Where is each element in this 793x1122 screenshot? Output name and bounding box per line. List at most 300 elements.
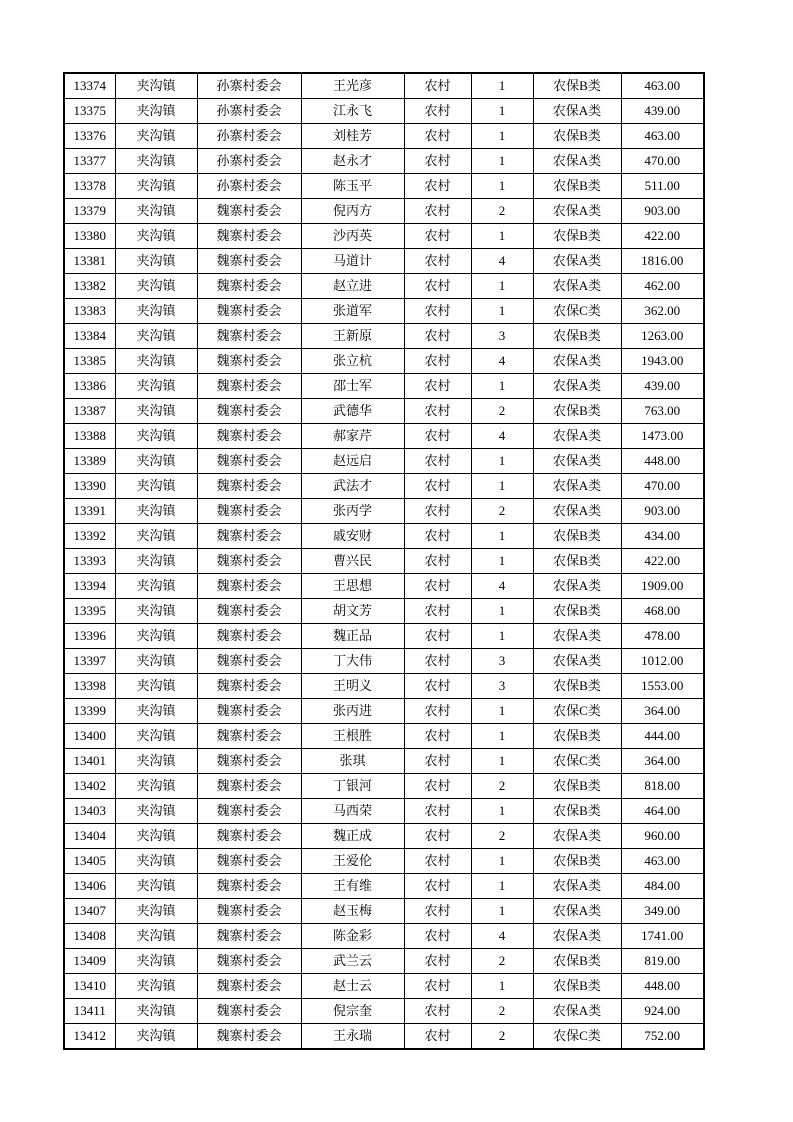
cell-insurance-category: 农保A类 xyxy=(533,424,621,449)
cell-person-name: 张立杭 xyxy=(301,349,404,374)
cell-amount: 903.00 xyxy=(621,499,704,524)
cell-person-name: 郝家芹 xyxy=(301,424,404,449)
cell-record-id: 13392 xyxy=(64,524,115,549)
cell-insurance-category: 农保B类 xyxy=(533,549,621,574)
cell-residence-type: 农村 xyxy=(404,524,471,549)
cell-record-id: 13396 xyxy=(64,624,115,649)
cell-insurance-category: 农保A类 xyxy=(533,499,621,524)
cell-record-id: 13406 xyxy=(64,874,115,899)
cell-village-committee: 魏寨村委会 xyxy=(197,549,301,574)
table-row xyxy=(64,324,704,349)
cell-insurance-category: 农保B类 xyxy=(533,324,621,349)
table-row xyxy=(64,73,704,99)
table-row xyxy=(64,624,704,649)
cell-village-committee: 魏寨村委会 xyxy=(197,949,301,974)
cell-insurance-category: 农保A类 xyxy=(533,824,621,849)
cell-town: 夹沟镇 xyxy=(115,874,197,899)
cell-record-id: 13398 xyxy=(64,674,115,699)
cell-village-committee: 魏寨村委会 xyxy=(197,874,301,899)
cell-record-id: 13407 xyxy=(64,899,115,924)
cell-person-name: 曹兴民 xyxy=(301,549,404,574)
cell-village-committee: 魏寨村委会 xyxy=(197,399,301,424)
cell-residence-type: 农村 xyxy=(404,649,471,674)
cell-residence-type: 农村 xyxy=(404,73,471,99)
cell-town: 夹沟镇 xyxy=(115,799,197,824)
cell-town: 夹沟镇 xyxy=(115,224,197,249)
cell-person-name: 武德华 xyxy=(301,399,404,424)
cell-village-committee: 孙寨村委会 xyxy=(197,99,301,124)
cell-residence-type: 农村 xyxy=(404,674,471,699)
cell-village-committee: 魏寨村委会 xyxy=(197,924,301,949)
table-row xyxy=(64,749,704,774)
cell-person-count: 1 xyxy=(471,73,533,99)
cell-record-id: 13380 xyxy=(64,224,115,249)
cell-record-id: 13409 xyxy=(64,949,115,974)
cell-person-count: 1 xyxy=(471,699,533,724)
cell-residence-type: 农村 xyxy=(404,249,471,274)
cell-residence-type: 农村 xyxy=(404,974,471,999)
cell-person-name: 王永瑞 xyxy=(301,1024,404,1050)
cell-record-id: 13404 xyxy=(64,824,115,849)
cell-person-count: 1 xyxy=(471,449,533,474)
cell-residence-type: 农村 xyxy=(404,624,471,649)
cell-village-committee: 魏寨村委会 xyxy=(197,274,301,299)
cell-village-committee: 魏寨村委会 xyxy=(197,299,301,324)
cell-record-id: 13375 xyxy=(64,99,115,124)
cell-village-committee: 魏寨村委会 xyxy=(197,599,301,624)
cell-town: 夹沟镇 xyxy=(115,199,197,224)
table-row xyxy=(64,474,704,499)
cell-person-count: 1 xyxy=(471,724,533,749)
cell-person-name: 魏正成 xyxy=(301,824,404,849)
cell-record-id: 13393 xyxy=(64,549,115,574)
cell-person-count: 2 xyxy=(471,999,533,1024)
cell-village-committee: 魏寨村委会 xyxy=(197,999,301,1024)
cell-insurance-category: 农保A类 xyxy=(533,924,621,949)
cell-village-committee: 魏寨村委会 xyxy=(197,899,301,924)
table-row xyxy=(64,549,704,574)
cell-village-committee: 魏寨村委会 xyxy=(197,799,301,824)
cell-person-name: 赵士云 xyxy=(301,974,404,999)
cell-amount: 478.00 xyxy=(621,624,704,649)
cell-insurance-category: 农保A类 xyxy=(533,149,621,174)
cell-person-name: 王爱伦 xyxy=(301,849,404,874)
cell-town: 夹沟镇 xyxy=(115,349,197,374)
cell-residence-type: 农村 xyxy=(404,299,471,324)
cell-record-id: 13390 xyxy=(64,474,115,499)
cell-record-id: 13386 xyxy=(64,374,115,399)
cell-village-committee: 魏寨村委会 xyxy=(197,199,301,224)
table-row xyxy=(64,799,704,824)
table-row xyxy=(64,849,704,874)
cell-amount: 464.00 xyxy=(621,799,704,824)
cell-person-count: 2 xyxy=(471,1024,533,1050)
table-row xyxy=(64,974,704,999)
cell-insurance-category: 农保A类 xyxy=(533,99,621,124)
cell-town: 夹沟镇 xyxy=(115,574,197,599)
cell-village-committee: 魏寨村委会 xyxy=(197,349,301,374)
table-row xyxy=(64,774,704,799)
table-row xyxy=(64,724,704,749)
cell-town: 夹沟镇 xyxy=(115,624,197,649)
cell-amount: 1741.00 xyxy=(621,924,704,949)
cell-insurance-category: 农保B类 xyxy=(533,599,621,624)
cell-insurance-category: 农保C类 xyxy=(533,1024,621,1050)
cell-person-count: 1 xyxy=(471,174,533,199)
table-row xyxy=(64,99,704,124)
cell-insurance-category: 农保B类 xyxy=(533,799,621,824)
cell-town: 夹沟镇 xyxy=(115,1024,197,1050)
cell-person-count: 2 xyxy=(471,199,533,224)
cell-village-committee: 魏寨村委会 xyxy=(197,524,301,549)
cell-village-committee: 魏寨村委会 xyxy=(197,424,301,449)
cell-village-committee: 孙寨村委会 xyxy=(197,73,301,99)
cell-town: 夹沟镇 xyxy=(115,949,197,974)
cell-amount: 362.00 xyxy=(621,299,704,324)
cell-person-count: 4 xyxy=(471,349,533,374)
cell-village-committee: 魏寨村委会 xyxy=(197,324,301,349)
table-row xyxy=(64,1024,704,1050)
cell-record-id: 13410 xyxy=(64,974,115,999)
cell-residence-type: 农村 xyxy=(404,424,471,449)
table-row xyxy=(64,949,704,974)
cell-amount: 364.00 xyxy=(621,749,704,774)
cell-town: 夹沟镇 xyxy=(115,374,197,399)
table-row xyxy=(64,399,704,424)
cell-amount: 422.00 xyxy=(621,224,704,249)
cell-amount: 468.00 xyxy=(621,599,704,624)
cell-town: 夹沟镇 xyxy=(115,499,197,524)
cell-amount: 484.00 xyxy=(621,874,704,899)
cell-person-name: 王思想 xyxy=(301,574,404,599)
cell-village-committee: 魏寨村委会 xyxy=(197,649,301,674)
cell-town: 夹沟镇 xyxy=(115,299,197,324)
cell-town: 夹沟镇 xyxy=(115,324,197,349)
cell-residence-type: 农村 xyxy=(404,124,471,149)
cell-residence-type: 农村 xyxy=(404,99,471,124)
cell-town: 夹沟镇 xyxy=(115,174,197,199)
cell-residence-type: 农村 xyxy=(404,849,471,874)
records-table-body xyxy=(64,73,704,1049)
cell-person-count: 4 xyxy=(471,924,533,949)
cell-record-id: 13379 xyxy=(64,199,115,224)
cell-amount: 448.00 xyxy=(621,449,704,474)
cell-record-id: 13397 xyxy=(64,649,115,674)
cell-person-count: 2 xyxy=(471,824,533,849)
cell-person-count: 1 xyxy=(471,299,533,324)
cell-insurance-category: 农保A类 xyxy=(533,474,621,499)
cell-insurance-category: 农保A类 xyxy=(533,249,621,274)
cell-town: 夹沟镇 xyxy=(115,149,197,174)
cell-person-count: 4 xyxy=(471,249,533,274)
cell-insurance-category: 农保A类 xyxy=(533,274,621,299)
cell-person-name: 刘桂芳 xyxy=(301,124,404,149)
cell-record-id: 13378 xyxy=(64,174,115,199)
cell-amount: 463.00 xyxy=(621,849,704,874)
cell-residence-type: 农村 xyxy=(404,149,471,174)
cell-record-id: 13387 xyxy=(64,399,115,424)
cell-amount: 1909.00 xyxy=(621,574,704,599)
cell-person-count: 1 xyxy=(471,974,533,999)
cell-village-committee: 魏寨村委会 xyxy=(197,674,301,699)
cell-village-committee: 魏寨村委会 xyxy=(197,574,301,599)
cell-person-count: 1 xyxy=(471,874,533,899)
cell-amount: 924.00 xyxy=(621,999,704,1024)
cell-residence-type: 农村 xyxy=(404,699,471,724)
cell-person-count: 1 xyxy=(471,599,533,624)
cell-amount: 1553.00 xyxy=(621,674,704,699)
cell-village-committee: 魏寨村委会 xyxy=(197,249,301,274)
table-row xyxy=(64,999,704,1024)
cell-residence-type: 农村 xyxy=(404,449,471,474)
cell-person-count: 1 xyxy=(471,224,533,249)
cell-record-id: 13395 xyxy=(64,599,115,624)
cell-village-committee: 魏寨村委会 xyxy=(197,824,301,849)
cell-residence-type: 农村 xyxy=(404,474,471,499)
cell-village-committee: 魏寨村委会 xyxy=(197,624,301,649)
cell-record-id: 13383 xyxy=(64,299,115,324)
cell-village-committee: 魏寨村委会 xyxy=(197,699,301,724)
cell-insurance-category: 农保A类 xyxy=(533,574,621,599)
table-row xyxy=(64,374,704,399)
cell-amount: 752.00 xyxy=(621,1024,704,1050)
cell-insurance-category: 农保A类 xyxy=(533,199,621,224)
table-row xyxy=(64,199,704,224)
cell-town: 夹沟镇 xyxy=(115,99,197,124)
cell-residence-type: 农村 xyxy=(404,274,471,299)
cell-person-name: 陈玉平 xyxy=(301,174,404,199)
cell-residence-type: 农村 xyxy=(404,949,471,974)
cell-amount: 434.00 xyxy=(621,524,704,549)
cell-insurance-category: 农保B类 xyxy=(533,949,621,974)
table-row xyxy=(64,424,704,449)
table-row xyxy=(64,149,704,174)
cell-record-id: 13394 xyxy=(64,574,115,599)
cell-residence-type: 农村 xyxy=(404,999,471,1024)
table-row xyxy=(64,174,704,199)
cell-person-name: 张丙进 xyxy=(301,699,404,724)
cell-residence-type: 农村 xyxy=(404,499,471,524)
cell-person-name: 丁大伟 xyxy=(301,649,404,674)
cell-town: 夹沟镇 xyxy=(115,674,197,699)
cell-insurance-category: 农保A类 xyxy=(533,449,621,474)
cell-amount: 444.00 xyxy=(621,724,704,749)
cell-person-count: 2 xyxy=(471,774,533,799)
table-row xyxy=(64,699,704,724)
cell-person-count: 1 xyxy=(471,749,533,774)
cell-town: 夹沟镇 xyxy=(115,924,197,949)
cell-record-id: 13399 xyxy=(64,699,115,724)
cell-amount: 960.00 xyxy=(621,824,704,849)
cell-person-name: 马西荣 xyxy=(301,799,404,824)
cell-record-id: 13412 xyxy=(64,1024,115,1050)
cell-insurance-category: 农保B类 xyxy=(533,724,621,749)
cell-residence-type: 农村 xyxy=(404,799,471,824)
cell-person-name: 张道军 xyxy=(301,299,404,324)
cell-insurance-category: 农保A类 xyxy=(533,374,621,399)
cell-amount: 1943.00 xyxy=(621,349,704,374)
cell-record-id: 13374 xyxy=(64,73,115,99)
cell-village-committee: 魏寨村委会 xyxy=(197,849,301,874)
cell-person-name: 张琪 xyxy=(301,749,404,774)
cell-town: 夹沟镇 xyxy=(115,999,197,1024)
cell-town: 夹沟镇 xyxy=(115,599,197,624)
cell-residence-type: 农村 xyxy=(404,599,471,624)
cell-person-name: 赵永才 xyxy=(301,149,404,174)
cell-record-id: 13408 xyxy=(64,924,115,949)
cell-person-count: 1 xyxy=(471,549,533,574)
cell-amount: 439.00 xyxy=(621,374,704,399)
cell-insurance-category: 农保C类 xyxy=(533,749,621,774)
cell-insurance-category: 农保A类 xyxy=(533,649,621,674)
cell-record-id: 13411 xyxy=(64,999,115,1024)
cell-village-committee: 魏寨村委会 xyxy=(197,774,301,799)
cell-town: 夹沟镇 xyxy=(115,474,197,499)
cell-village-committee: 魏寨村委会 xyxy=(197,474,301,499)
cell-person-count: 2 xyxy=(471,399,533,424)
cell-amount: 463.00 xyxy=(621,73,704,99)
cell-person-name: 赵玉梅 xyxy=(301,899,404,924)
cell-insurance-category: 农保A类 xyxy=(533,899,621,924)
cell-village-committee: 魏寨村委会 xyxy=(197,224,301,249)
cell-person-count: 1 xyxy=(471,374,533,399)
cell-village-committee: 魏寨村委会 xyxy=(197,374,301,399)
table-row xyxy=(64,224,704,249)
table-row xyxy=(64,649,704,674)
cell-insurance-category: 农保B类 xyxy=(533,124,621,149)
cell-insurance-category: 农保A类 xyxy=(533,624,621,649)
cell-residence-type: 农村 xyxy=(404,399,471,424)
cell-record-id: 13376 xyxy=(64,124,115,149)
cell-person-name: 江永飞 xyxy=(301,99,404,124)
cell-person-name: 沙丙英 xyxy=(301,224,404,249)
cell-person-name: 戚安财 xyxy=(301,524,404,549)
cell-residence-type: 农村 xyxy=(404,199,471,224)
cell-village-committee: 魏寨村委会 xyxy=(197,449,301,474)
cell-insurance-category: 农保A类 xyxy=(533,874,621,899)
table-row xyxy=(64,249,704,274)
cell-town: 夹沟镇 xyxy=(115,849,197,874)
table-row xyxy=(64,674,704,699)
cell-village-committee: 魏寨村委会 xyxy=(197,724,301,749)
table-row xyxy=(64,899,704,924)
cell-insurance-category: 农保B类 xyxy=(533,849,621,874)
cell-person-count: 3 xyxy=(471,674,533,699)
cell-town: 夹沟镇 xyxy=(115,449,197,474)
cell-amount: 422.00 xyxy=(621,549,704,574)
table-row xyxy=(64,124,704,149)
cell-residence-type: 农村 xyxy=(404,824,471,849)
cell-town: 夹沟镇 xyxy=(115,774,197,799)
cell-person-count: 2 xyxy=(471,949,533,974)
cell-residence-type: 农村 xyxy=(404,924,471,949)
cell-amount: 511.00 xyxy=(621,174,704,199)
cell-insurance-category: 农保B类 xyxy=(533,674,621,699)
cell-insurance-category: 农保C类 xyxy=(533,299,621,324)
cell-amount: 818.00 xyxy=(621,774,704,799)
cell-town: 夹沟镇 xyxy=(115,699,197,724)
cell-town: 夹沟镇 xyxy=(115,124,197,149)
cell-person-name: 王新原 xyxy=(301,324,404,349)
cell-person-count: 3 xyxy=(471,649,533,674)
cell-record-id: 13384 xyxy=(64,324,115,349)
table-row xyxy=(64,349,704,374)
cell-amount: 1263.00 xyxy=(621,324,704,349)
cell-amount: 462.00 xyxy=(621,274,704,299)
cell-town: 夹沟镇 xyxy=(115,524,197,549)
cell-residence-type: 农村 xyxy=(404,349,471,374)
cell-insurance-category: 农保A类 xyxy=(533,349,621,374)
cell-residence-type: 农村 xyxy=(404,899,471,924)
cell-residence-type: 农村 xyxy=(404,874,471,899)
cell-village-committee: 孙寨村委会 xyxy=(197,174,301,199)
cell-insurance-category: 农保C类 xyxy=(533,699,621,724)
table-row xyxy=(64,599,704,624)
cell-amount: 763.00 xyxy=(621,399,704,424)
cell-residence-type: 农村 xyxy=(404,224,471,249)
cell-person-name: 王光彦 xyxy=(301,73,404,99)
cell-amount: 364.00 xyxy=(621,699,704,724)
cell-insurance-category: 农保A类 xyxy=(533,999,621,1024)
cell-residence-type: 农村 xyxy=(404,574,471,599)
cell-record-id: 13382 xyxy=(64,274,115,299)
cell-record-id: 13389 xyxy=(64,449,115,474)
cell-person-count: 1 xyxy=(471,624,533,649)
table-row xyxy=(64,274,704,299)
cell-record-id: 13403 xyxy=(64,799,115,824)
cell-residence-type: 农村 xyxy=(404,1024,471,1050)
cell-person-name: 赵立进 xyxy=(301,274,404,299)
cell-person-count: 3 xyxy=(471,324,533,349)
cell-insurance-category: 农保B类 xyxy=(533,224,621,249)
cell-town: 夹沟镇 xyxy=(115,724,197,749)
cell-person-count: 1 xyxy=(471,99,533,124)
cell-town: 夹沟镇 xyxy=(115,249,197,274)
cell-record-id: 13402 xyxy=(64,774,115,799)
cell-record-id: 13385 xyxy=(64,349,115,374)
cell-amount: 819.00 xyxy=(621,949,704,974)
table-row xyxy=(64,449,704,474)
table-row xyxy=(64,874,704,899)
cell-insurance-category: 农保B类 xyxy=(533,73,621,99)
cell-person-name: 武兰云 xyxy=(301,949,404,974)
cell-amount: 439.00 xyxy=(621,99,704,124)
cell-person-name: 王根胜 xyxy=(301,724,404,749)
cell-insurance-category: 农保B类 xyxy=(533,774,621,799)
cell-person-name: 陈金彩 xyxy=(301,924,404,949)
cell-amount: 903.00 xyxy=(621,199,704,224)
table-row xyxy=(64,574,704,599)
cell-town: 夹沟镇 xyxy=(115,274,197,299)
records-table xyxy=(63,72,705,1050)
cell-amount: 448.00 xyxy=(621,974,704,999)
cell-person-name: 王有维 xyxy=(301,874,404,899)
cell-village-committee: 孙寨村委会 xyxy=(197,124,301,149)
cell-insurance-category: 农保B类 xyxy=(533,174,621,199)
cell-amount: 1012.00 xyxy=(621,649,704,674)
cell-insurance-category: 农保B类 xyxy=(533,974,621,999)
cell-amount: 1816.00 xyxy=(621,249,704,274)
cell-person-count: 1 xyxy=(471,474,533,499)
cell-residence-type: 农村 xyxy=(404,774,471,799)
cell-person-name: 邵士军 xyxy=(301,374,404,399)
cell-town: 夹沟镇 xyxy=(115,749,197,774)
cell-person-name: 倪宗奎 xyxy=(301,999,404,1024)
cell-amount: 349.00 xyxy=(621,899,704,924)
cell-person-name: 赵远启 xyxy=(301,449,404,474)
cell-town: 夹沟镇 xyxy=(115,974,197,999)
table-row xyxy=(64,524,704,549)
